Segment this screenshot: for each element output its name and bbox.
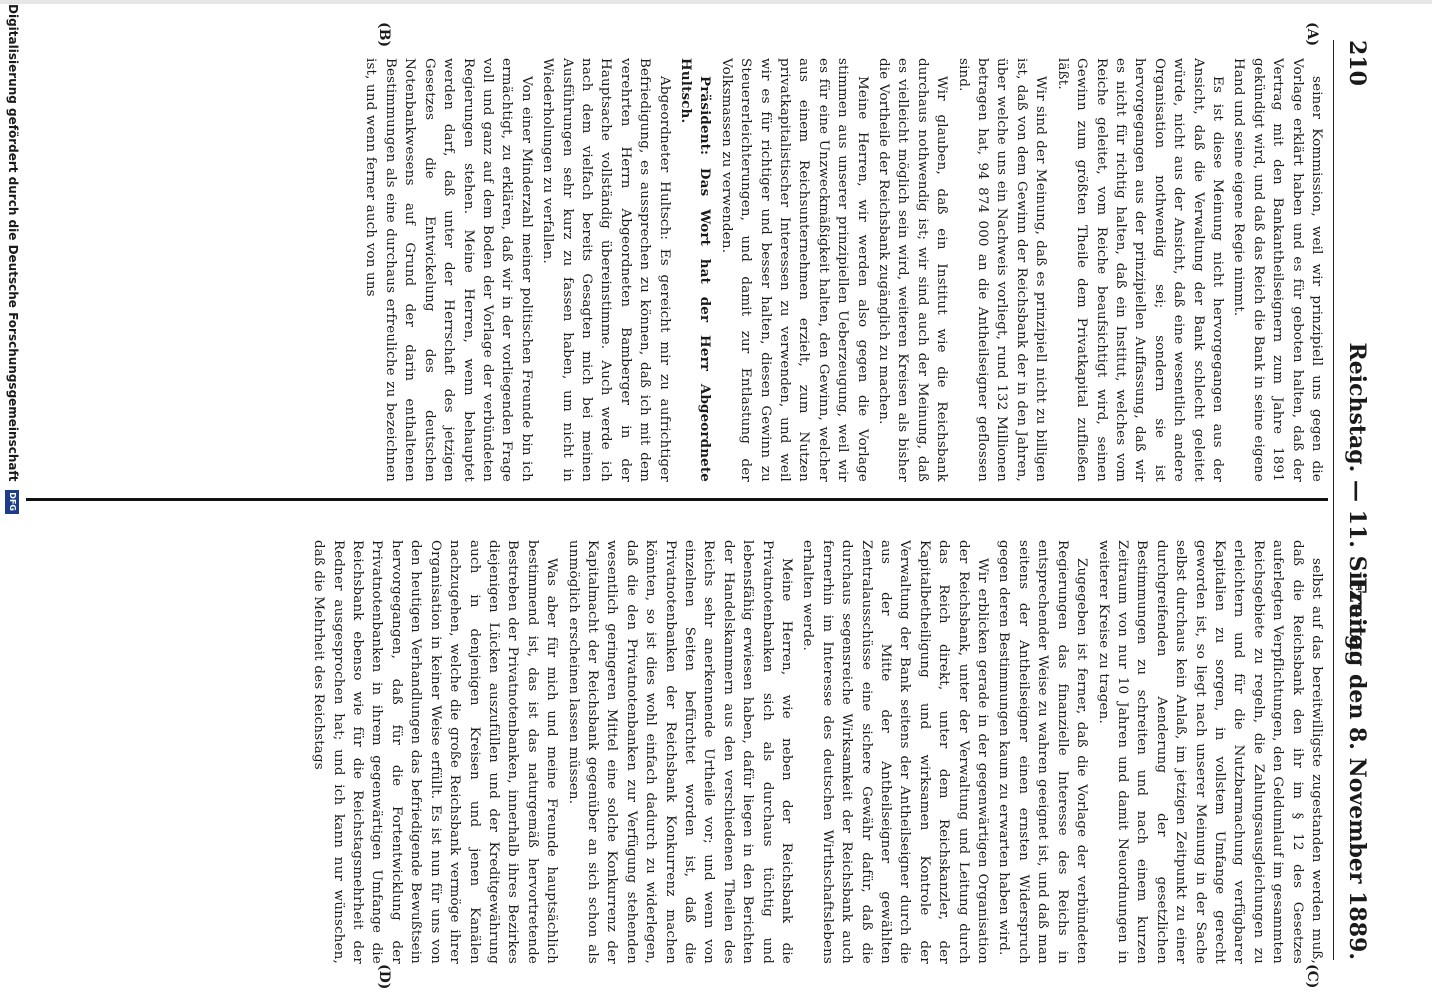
paragraph: Meine Herren, wir werden also gegen die Vorlage stimmen aus unserer prinzipiellen Ueberzeugung, weil wir es für eine Unzweckmäßigkeit halten, den Gewinn, welcher aus einem Reichsunternehmen erzielt, zum Nutzen privatkapitalistischer Interessen zu verwenden, und weil wir es für richtiger und besser halten, diesen Gewinn zu Steuererleichterungen, und damit zur Entlastung der Volksmassen zu verwenden. (718, 58, 870, 482)
column-divider (26, 498, 1328, 501)
right-column (34, 540, 1326, 964)
paragraph: Abgeordneter Hultsch: Es gereicht mir zu aufrichtiger Befriedigung, es aussprechen zu können, daß ich mit dem verehrten Herrn Abgeordneten Bamberger in der Hauptsache vollständig übereinstimme. Auch werde ich nach dem vielfach bereits Gesagten mich bei meinen Ausführungen sehr kurz zu fassen haben, um nicht in Wiederholungen zu verfallen. (540, 58, 672, 482)
margin-mark-a: (A) (1304, 22, 1320, 47)
margin-mark-d: (D) (376, 964, 392, 990)
left-column (34, 58, 1326, 482)
header-rule (1333, 40, 1334, 960)
paragraph: Zugegeben ist ferner, daß die Vorlage der verbündeten Regierungen das finanzielle Interesse des Reichs in entsprechender Weise zu wahren geeignet ist, und daß man seitens der Antheilseigner einen ernsten Widerspruch gegen deren Bestimmungen kaum zu erwarten haben wird. (996, 540, 1090, 964)
session-date: Freitag den 8. November 1889. (1344, 577, 1370, 960)
paragraph: selbst auf das bereitwilligste zugestanden werden muß, daß die Reichsbank den ihr im § 12 des Gesetzes auferlegten Verpflichtungen, den Geldumlauf im gesammten Reichsgebiete zu regeln, die Zahlungsausgleichungen zu erleichtern und für die Nutzbarmachung verfügbarer Kapitalien zu sorgen, in vollstem Umfange gerecht geworden ist, so liegt nach unserer Meinung in der Sache selbst durchaus kein Anlaß, im jetzigen Zeitpunkt zu einer durchgreifenden Aenderung der gesetzlichen Bestimmungen zu schreiten und nach einem kurzen Zeitraum von nur 10 Jahren und damit Neuordnungen in weiterer Kreise zu tragen. (1095, 540, 1324, 964)
footer (2, 0, 22, 1000)
paragraph: Meine Herren, wie neben der Reichsbank die Privatnotenbanken sich als durchaus tüchtig und lebensfähig erwiesen haben, dafür liegen in den Berichten der Handelskammern aus den verschiedenen Theilen des Reichs sehr anerkennende Urtheile vor; und wenn von einzelnen Seiten befürchtet worden ist, daß die Privatnotenbanken der Reichsbank Konkurrenz machen könnten, so ist dies wohl einfach dadurch zu widerlegen, daß die den Privatnotenbanken zur Verfügung stehenden wesentlich geringeren Mittel eine solche Konkurrenz der Kapitalmacht der Reichsbank gegenüber an sich schon als unmöglich erscheinen lassen müssen. (565, 540, 795, 964)
page-title: Reichstag. — 11. Sitzung. (1344, 342, 1370, 658)
paragraph: Wir sind der Meinung, daß es prinzipiell nicht zu billigen ist, daß von dem Gewinn der Reichsbank der in den Jahren, über welche uns ein Nachweis vorliegt, rund 132 Millionen betragen hat, 94 874 000 an die Antheilseigner geflossen sind. (955, 58, 1049, 482)
digitization-credit (6, 4, 21, 514)
credit-text: Digitalisierung gefördert durch die Deutsche Forschungsgemeinschaft (6, 4, 20, 482)
paragraph: Von einer Minderzahl meiner politischen Freunde bin ich ermächtigt, zu erklären, daß wir in der vorliegenden Frage voll und ganz auf dem Boden der Vorlage der verbündeten Regierungen stehen. Meine Herren, wenn behauptet werden darf, daß unter der Herrschaft des jetzigen Gesetzes die Entwickelung des deutschen Notenbankwesens auf Grund der darin enthaltenen Bestimmungen als eine durchaus erfreuliche zu bezeichnen ist, und wenn ferner auch von uns (363, 58, 534, 482)
paragraph: Was aber für mich und meine Freunde hauptsächlich bestimmend ist, das ist das naturgemäß hervortretende Bestreben der Privatnotenbanken, innerhalb ihres Bezirkes diejenigen Lücken auszufüllen und der Kreditgewährung auch in denjenigen Kreisen und jenen Kanälen nachzugehen, welche die große Reichsbank vermöge ihrer Organisation in keiner Weise erfüllt. Es ist nun für uns von den heutigen Verhandlungen das befriedigende Bewußtsein hervorgegangen, daß für die Fortentwicklung der Privatnotenbanken in ihrem gegenwärtigen Umfange die Reichsbank ebenso wie für die Reichstagsmehrheit der Redner ausgesprochen hat; und ich kann nur wünschen, daß die Mehrheit des Reichstags (311, 540, 560, 964)
margin-mark-c: (C) (1304, 964, 1320, 989)
speaker-line: Präsident: Das Wort hat der Herr Abgeordnete Hultsch. (678, 58, 714, 482)
margin-mark-b: (B) (376, 22, 392, 48)
paragraph: seiner Kommission, weil wir prinzipiell uns gegen die Vorlage erklärt haben und es für geboten halten, daß der Vertrag mit den Bankantheilseignern zum Jahre 1891 gekündigt wird, und daß das Reich die Bank in seine eigene Hand und seine eigene Regie nimmt. (1231, 58, 1324, 482)
scan-edge (0, 0, 1432, 4)
dfg-logo-icon: DFG (6, 490, 20, 514)
paragraph: Wir glauben, daß ein Institut wie die Reichsbank durchaus nothwendig ist; wir sind auch der Meinung, daß es vielleicht möglich sein wird, weiteren Kreisen als bisher die Vortheile der Reichsbank zugänglich zu machen. (876, 58, 950, 482)
paragraph: Es ist diese Meinung nicht hervorgegangen aus der Ansicht, daß die Verwaltung der Bank schlecht geleitet würde, nicht aus der Ansicht, daß eine wesentlich andere Organisation nothwendig sei; sondern sie ist hervorgegangen aus der prinzipiellen Auffassung, daß wir es nicht für richtig halten, daß ein Institut, welches vom Reiche geleitet, vom Reiche beaufsichtigt wird, seinen Gewinn zum größten Theile dem Privatkapital zufließen läßt. (1054, 58, 1225, 482)
paragraph: Wir erblicken gerade in der gegenwärtigen Organisation der Reichsbank, unter der Verwaltung und Leitung durch das Reich direkt, unter dem Reichskanzler, der Kapitalbetheiligung und wirksamen Kontrole der Verwaltung der Bank seitens der Antheilseigner durch die aus der Mitte der Antheilseigner gewählten Zentralausschüsse eine sichere Gewähr dafür, daß die durchaus segensreiche Wirksamkeit der Reichsbank auch fernerhin im Interesse des deutschen Wirthschaftslebens erhalten werde. (800, 540, 991, 964)
page-number: 210 (1344, 40, 1370, 86)
page-header (1340, 40, 1370, 960)
